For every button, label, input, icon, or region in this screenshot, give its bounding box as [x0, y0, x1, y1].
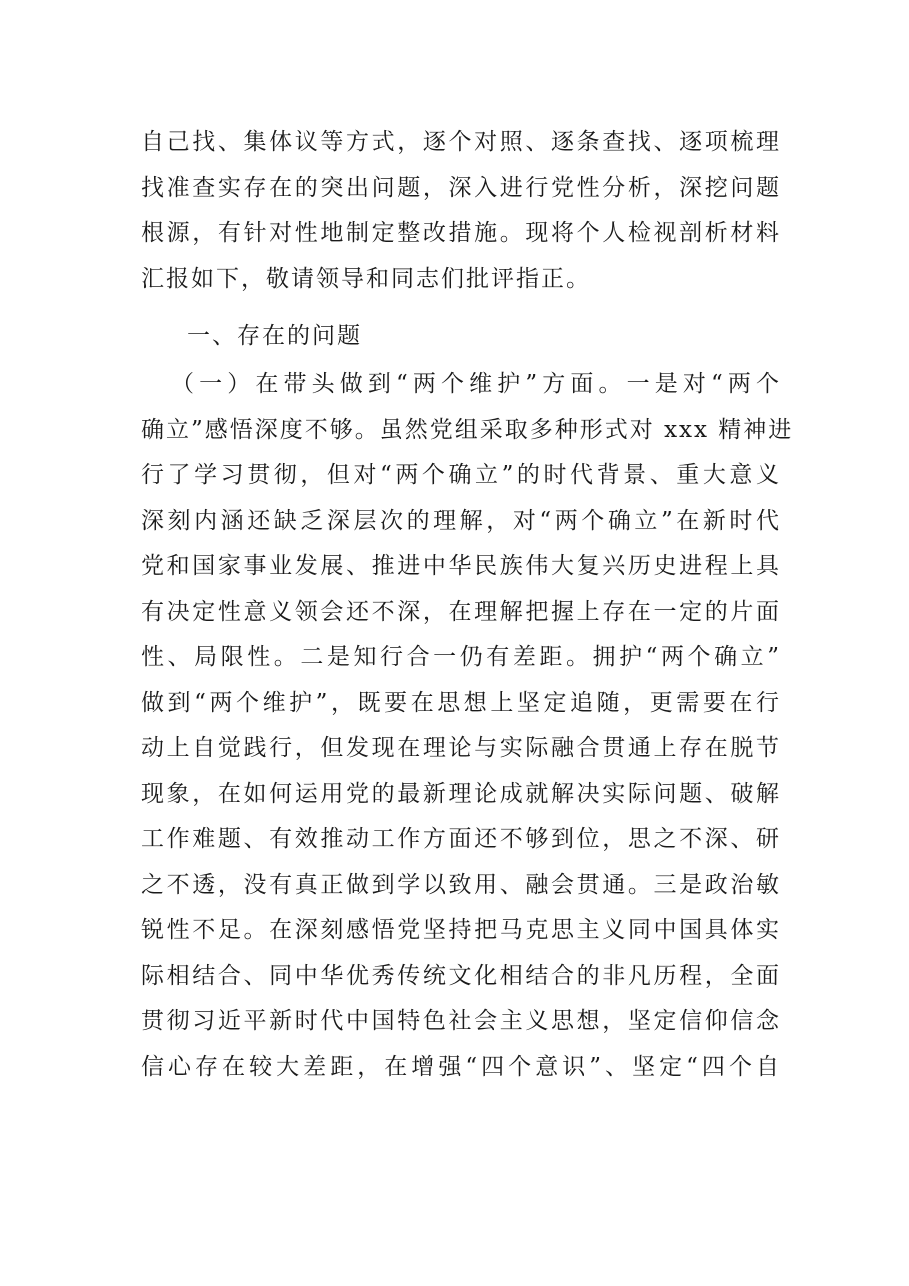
paragraph-one	[141, 362, 794, 1090]
paragraph-one-line-1: （一）在带头做到“两个维护”方面。一是对“两个	[171, 371, 781, 397]
paragraph-one-line-12: 之不透，没有真正做到学以致用、融会贯通。三是政治敏	[141, 871, 781, 898]
paragraph-one-line-11: 工作难题、有效推动工作方面还不够到位，思之不深、研	[141, 826, 781, 852]
intro-line-3: 根源，有针对性地制定整改措施。现将个人检视剖析材料	[141, 220, 781, 246]
paragraph-one-line-13: 锐性不足。在深刻感悟党坚持把马克思主义同中国具体实	[141, 917, 781, 943]
paragraph-one-line-10: 现象，在如何运用党的最新理论成就解决实际问题、破解	[141, 780, 781, 807]
paragraph-one-line-14: 际相结合、同中华优秀传统文化相结合的非凡历程，全面	[141, 962, 781, 989]
intro-paragraph	[141, 120, 781, 302]
intro-line-2: 找准查实存在的突出问题，深入进行党性分析，深挖问题	[141, 174, 781, 201]
paragraph-one-line-16: 信心存在较大差距，在增强“四个意识”、坚定“四个自	[141, 1053, 781, 1080]
paragraph-one-line-7: 性、局限性。二是知行合一仍有差距。拥护“两个确立”	[141, 644, 781, 670]
section-heading: 一、存在的问题	[187, 323, 362, 349]
paragraph-one-line-4: 深刻内涵还缺乏深层次的理解，对“两个确立”在新时代	[141, 507, 781, 534]
intro-line-1: 自己找、集体议等方式，逐个对照、逐条查找、逐项梳理	[141, 129, 781, 155]
paragraph-one-line-3: 行了学习贯彻，但对“两个确立”的时代背景、重大意义	[141, 462, 781, 488]
section-heading-block	[141, 314, 781, 360]
intro-line-4: 汇报如下，敬请领导和同志们批评指正。	[141, 265, 591, 292]
paragraph-one-line-2: 确立”感悟深度不够。虽然党组采取多种形式对 xxx 精神进	[141, 416, 794, 443]
paragraph-one-line-6: 有决定性意义领会还不深，在理解把握上存在一定的片面	[141, 598, 781, 625]
paragraph-one-line-8: 做到“两个维护”，既要在思想上坚定追随，更需要在行	[141, 689, 781, 716]
paragraph-one-line-15: 贯彻习近平新时代中国特色社会主义思想，坚定信仰信念	[141, 1008, 781, 1034]
paragraph-one-line-9: 动上自觉践行，但发现在理论与实际融合贯通上存在脱节	[141, 735, 781, 761]
paragraph-one-line-5: 党和国家事业发展、推进中华民族伟大复兴历史进程上具	[141, 553, 781, 579]
